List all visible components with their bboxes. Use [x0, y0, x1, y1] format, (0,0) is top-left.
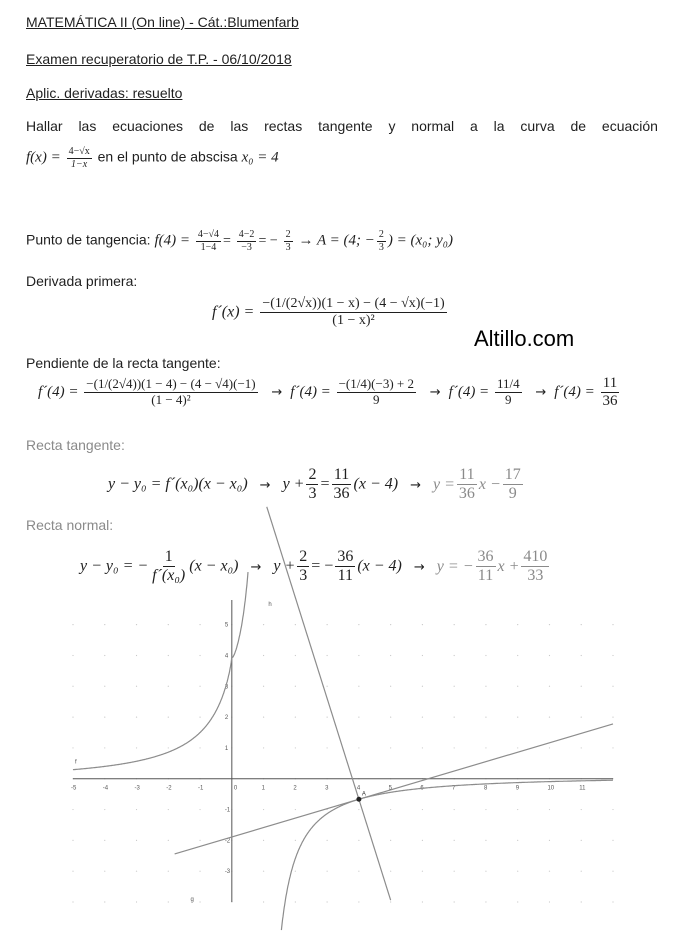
grid-dot	[104, 871, 105, 872]
tangent-final-b: x −	[478, 475, 501, 493]
grid-dot	[168, 624, 169, 625]
statement-word: Hallar	[26, 118, 63, 134]
grid-dot	[549, 624, 550, 625]
statement-word: las	[78, 118, 97, 134]
grid-dot	[136, 717, 137, 718]
grid-dot	[104, 655, 105, 656]
derivative-lhs: f´(x) =	[212, 303, 255, 321]
tangent-final-c-num: 17	[503, 466, 523, 485]
tangency-point-A: → A = (4; −	[298, 232, 375, 249]
grid-dot	[199, 809, 200, 810]
x-tick-label: 11	[579, 785, 586, 792]
tangent-general: y − y₀ = f´(x₀)(x − x₀)	[108, 475, 248, 493]
tangent-final-slope-num: 11	[457, 466, 476, 485]
grid-dot	[422, 809, 423, 810]
tangency-frac2-num: 4−2	[238, 229, 255, 240]
y-tick-label: -3	[224, 869, 231, 876]
grid-dot	[327, 686, 328, 687]
grid-dot	[199, 686, 200, 687]
tangent-equation: y − y₀ = f´(x₀)(x − x₀) → y + $\frac{2}{3}$ = $\frac{11}{36}$ (x − 4) → y = $\frac{11}{36}$ x − $\frac{17}{9}$	[108, 466, 521, 503]
derivative-numerator: −(1/(2√x))(1 − x) − (4 − √x)(−1)	[260, 296, 446, 313]
grid-dot	[104, 809, 105, 810]
normal-general-b: (x − x₀)	[189, 557, 239, 575]
y-tick-label: -2	[224, 838, 231, 845]
grid-dot	[358, 747, 359, 748]
grid-dot	[72, 901, 73, 902]
grid-dot	[327, 747, 328, 748]
curve-f-left-branch	[73, 572, 248, 770]
grid-dot	[358, 686, 359, 687]
grid-dot	[549, 686, 550, 687]
grid-dot	[104, 717, 105, 718]
tangent-slope-num: 11	[332, 466, 351, 485]
normal-subst-a: y +	[273, 557, 296, 575]
grid-dot	[390, 871, 391, 872]
grid-dot	[581, 901, 582, 902]
grid-dot	[295, 686, 296, 687]
grid-dot	[612, 840, 613, 841]
tangent-subst-den: 3	[308, 485, 317, 503]
grid-dot	[390, 624, 391, 625]
grid-dot	[295, 901, 296, 902]
normal-equation: y − y₀ = − $\frac{1}{\text{f´(x₀)}}$ (x − x₀) → y + $\frac{2}{3}$ = − $\frac{36}{11}$ (x − 4) → y = − $\frac{36}{11}$ x + $\frac{410}{33}$	[80, 548, 548, 585]
grid-dot	[517, 686, 518, 687]
grid-dot	[136, 655, 137, 656]
grid-dot	[72, 717, 73, 718]
grid-dot	[454, 871, 455, 872]
grid-dot	[581, 655, 582, 656]
tangency-frac3-den: 3	[285, 241, 291, 253]
slope-lhs-4: f´(4) =	[554, 384, 595, 401]
grid-dot	[263, 747, 264, 748]
grid-dot	[422, 747, 423, 748]
x-tick-label: 10	[547, 785, 555, 792]
grid-dot	[517, 717, 518, 718]
grid-dot	[485, 871, 486, 872]
x-tick-label: 0	[233, 785, 238, 792]
grid-dot	[549, 655, 550, 656]
grid-dot	[390, 840, 391, 841]
grid-dot	[358, 717, 359, 718]
grid-dot	[199, 840, 200, 841]
grid-dot	[104, 840, 105, 841]
grid-dot	[549, 901, 550, 902]
grid-dot	[168, 901, 169, 902]
derivative-denominator: (1 − x)²	[332, 313, 375, 329]
x-tick-label: 6	[420, 785, 424, 792]
normal-final-c-den: 33	[527, 567, 544, 585]
grid-dot	[136, 901, 137, 902]
normal-slope-num: 36	[335, 548, 355, 567]
grid-dot	[263, 717, 264, 718]
y-tick-label: -1	[224, 807, 231, 814]
grid-dot	[612, 717, 613, 718]
grid-dot	[72, 747, 73, 748]
tangent-subst-a: y +	[282, 475, 305, 493]
grid-dot	[358, 655, 359, 656]
problem-statement	[26, 118, 658, 134]
grid-dot	[612, 686, 613, 687]
x-tick-label: 8	[483, 785, 488, 792]
grid-dot	[390, 901, 391, 902]
slope-num2: −(1/4)(−3) + 2	[338, 376, 414, 392]
statement-word: y	[388, 118, 396, 134]
grid-dot	[517, 901, 518, 902]
tangency-A-den: 3	[378, 241, 384, 253]
x-tick-label: 2	[293, 785, 297, 792]
grid-dot	[581, 871, 582, 872]
grid-dot	[104, 747, 105, 748]
grid-dot	[390, 717, 391, 718]
normal-label: Recta normal:	[26, 517, 114, 533]
grid-dot	[327, 840, 328, 841]
statement-word: curva	[520, 118, 555, 134]
grid-dot	[581, 717, 582, 718]
grid-dot	[612, 747, 613, 748]
grid-dot	[263, 871, 264, 872]
grid-dot	[581, 747, 582, 748]
function-numerator: 4−√x	[68, 146, 90, 157]
grid-dot	[136, 747, 137, 748]
statement-word: de	[570, 118, 587, 134]
grid-dot	[327, 717, 328, 718]
grid-dot	[454, 655, 455, 656]
y-tick-label: 1	[224, 745, 229, 752]
function-definition	[26, 146, 279, 170]
function-lhs: f(x) =	[26, 149, 61, 166]
grid-dot	[327, 871, 328, 872]
grid-dot	[612, 809, 613, 810]
grid-dot	[199, 871, 200, 872]
abscissa-value: x₀ = 4	[241, 149, 279, 166]
normal-subst-b: = −	[311, 557, 334, 575]
normal-subst-num: 2	[297, 548, 309, 567]
x-tick-label: 3	[325, 785, 329, 792]
x-tick-label: 1	[261, 785, 265, 792]
grid-dot	[168, 840, 169, 841]
x-tick-label: -2	[166, 785, 172, 792]
grid-dot	[168, 655, 169, 656]
grid-dot	[517, 747, 518, 748]
grid-dot	[517, 871, 518, 872]
grid-dot	[136, 871, 137, 872]
x-tick-label: -1	[198, 785, 204, 792]
series-h-label: h	[268, 602, 272, 608]
y-tick-label: 3	[224, 684, 229, 691]
grid-dot	[549, 747, 550, 748]
tangent-subst-num: 2	[306, 466, 318, 485]
grid-dot	[168, 717, 169, 718]
course-title: MATEMÁTICA II (On line) - Cát.:Blumenfarb	[26, 14, 299, 30]
statement-word: la	[493, 118, 505, 134]
x-tick-label: -5	[71, 785, 77, 792]
point-A-label: A	[361, 791, 366, 798]
tangency-frac2-den: −3	[241, 241, 252, 253]
grid-dot	[422, 901, 423, 902]
x-tick-label: 7	[452, 785, 456, 792]
x-tick-label: 9	[515, 785, 520, 792]
grid-dot	[199, 624, 200, 625]
grid-dot	[454, 747, 455, 748]
grid-dot	[295, 747, 296, 748]
slope-label: Pendiente de la recta tangente:	[26, 355, 221, 371]
grid-dot	[104, 624, 105, 625]
grid-dot	[199, 655, 200, 656]
series-f-label: f	[75, 759, 77, 766]
exam-title: Examen recuperatorio de T.P. - 06/10/2018	[26, 51, 292, 67]
grid-dot	[72, 871, 73, 872]
normal-subst-c: (x − 4)	[357, 557, 402, 575]
grid-dot	[390, 686, 391, 687]
grid-dot	[136, 624, 137, 625]
tangent-final-c-den: 9	[508, 485, 517, 503]
grid-dot	[327, 624, 328, 625]
grid-dot	[327, 901, 328, 902]
normal-general-num: 1	[163, 548, 175, 567]
grid-dot	[72, 624, 73, 625]
grid-dot	[358, 871, 359, 872]
function-denominator: 1−x	[71, 158, 88, 170]
statement-word: de	[198, 118, 215, 134]
slope-den2: 9	[373, 392, 380, 408]
derivative-label: Derivada primera:	[26, 273, 138, 289]
tangent-final-slope-den: 36	[458, 485, 475, 503]
grid-dot	[72, 840, 73, 841]
grid-dot	[485, 686, 486, 687]
grid-dot	[104, 901, 105, 902]
grid-dot	[581, 686, 582, 687]
normal-general-den: f´(x₀)	[152, 567, 186, 585]
statement-word: rectas	[264, 118, 303, 134]
tangent-slope-den: 36	[333, 485, 350, 503]
grid-dot	[422, 871, 423, 872]
grid-dot	[199, 747, 200, 748]
normal-general-a: y − y₀ = −	[80, 557, 149, 575]
grid-dot	[136, 840, 137, 841]
grid-dot	[136, 686, 137, 687]
grid-dot	[295, 840, 296, 841]
grid-dot	[327, 655, 328, 656]
watermark: Altillo.com	[474, 326, 575, 351]
tangency-expr: f(4) =	[154, 232, 190, 249]
normal-subst-den: 3	[299, 567, 308, 585]
grid-dot	[422, 717, 423, 718]
grid-dot	[358, 624, 359, 625]
grid-dot	[485, 809, 486, 810]
x-tick-label: -4	[102, 785, 109, 792]
grid-dot	[263, 901, 264, 902]
grid-dot	[549, 717, 550, 718]
slope-result-den: 36	[602, 393, 618, 410]
normal-final-a: y = −	[436, 557, 474, 575]
grid-dot	[295, 871, 296, 872]
grid-dot	[358, 809, 359, 810]
slope-den1: (1 − 4)²	[151, 392, 191, 408]
grid-dot	[199, 717, 200, 718]
tangent-label: Recta tangente:	[26, 437, 125, 453]
grid-dot	[581, 809, 582, 810]
grid-dot	[612, 624, 613, 625]
tangency-frac3-num: 2	[285, 229, 291, 240]
y-tick-label: 2	[224, 715, 229, 722]
normal-slope-den: 11	[337, 567, 354, 585]
grid-dot	[295, 655, 296, 656]
grid-dot	[485, 655, 486, 656]
grid-dot	[549, 809, 550, 810]
tangency-row: Punto de tangencia: f(4) = $\frac{4-√4}{1-4}$ = $\frac{4-2}{-3}$ = − $\frac{2}{3}$ → A = (4; − $\frac{2}{3}$ ) = (x₀; y₀)	[26, 229, 453, 253]
series-g-label: g	[190, 897, 194, 903]
grid-dot	[199, 901, 200, 902]
tangent-final-a: y =	[432, 475, 455, 493]
statement-word: tangente	[318, 118, 373, 134]
grid-dot	[295, 809, 296, 810]
tangency-tail: ) = (x₀; y₀)	[387, 232, 453, 249]
slope-result-num: 11	[601, 375, 619, 393]
x-tick-label: -3	[134, 785, 140, 792]
x-tick-label: 5	[388, 785, 392, 792]
grid-dot	[104, 686, 105, 687]
slope-num1: −(1/(2√4))(1 − 4) − (4 − √4)(−1)	[86, 376, 256, 392]
grid-dot	[263, 655, 264, 656]
grid-dot	[485, 624, 486, 625]
grid-dot	[168, 809, 169, 810]
grid-dot	[263, 624, 264, 625]
grid-dot	[485, 901, 486, 902]
grid-dot	[422, 840, 423, 841]
grid-dot	[612, 871, 613, 872]
normal-final-b: x +	[497, 557, 520, 575]
grid-dot	[485, 747, 486, 748]
grid-dot	[358, 901, 359, 902]
slope-lhs: f´(4) =	[38, 384, 79, 401]
grid-dot	[612, 655, 613, 656]
point-A	[356, 797, 361, 802]
tangency-frac1-den: 1−4	[200, 241, 217, 253]
grid-dot	[454, 717, 455, 718]
point-text: en el punto de abscisa	[97, 148, 238, 165]
grid-dot	[72, 809, 73, 810]
grid-dot	[390, 809, 391, 810]
grid-dot	[295, 624, 296, 625]
grid-dot	[422, 624, 423, 625]
grid-dot	[390, 655, 391, 656]
grid-dot	[168, 871, 169, 872]
grid-dot	[168, 686, 169, 687]
slope-lhs-3: f´(4) =	[448, 384, 490, 401]
grid-dot	[454, 624, 455, 625]
function-graph	[73, 600, 613, 902]
grid-dot	[581, 840, 582, 841]
derivative-expression	[212, 296, 449, 329]
normal-final-c-num: 410	[521, 548, 549, 567]
grid-dot	[168, 747, 169, 748]
grid-dot	[454, 901, 455, 902]
statement-word: las	[230, 118, 249, 134]
grid-dot	[358, 840, 359, 841]
grid-dot	[485, 717, 486, 718]
grid-dot	[454, 686, 455, 687]
grid-dot	[581, 624, 582, 625]
grid-dot	[517, 809, 518, 810]
grid-dot	[549, 840, 550, 841]
tangent-subst-b: =	[320, 475, 330, 493]
y-tick-label: 5	[224, 622, 229, 629]
tangency-label: Punto de tangencia:	[26, 231, 151, 248]
grid-dot	[72, 655, 73, 656]
slope-lhs-2: f´(4) =	[290, 384, 331, 401]
x-tick-label: 4	[356, 785, 361, 792]
normal-final-slope-den: 11	[477, 567, 494, 585]
grid-dot	[390, 747, 391, 748]
tangency-frac1-num: 4−√4	[197, 229, 219, 240]
grid-dot	[612, 901, 613, 902]
grid-dot	[517, 655, 518, 656]
grid-dot	[295, 717, 296, 718]
curve-f-right-branch	[281, 780, 613, 930]
normal-final-slope-num: 36	[476, 548, 496, 567]
statement-word: normal	[411, 118, 455, 134]
slope-expression: f´(4) = $\frac{-(1/(2√4))(1 - 4) - (4 - √4)(-1)}{\text{(1 − 4)²}}$ → f´(4) = $\frac{-(1/4)(-3) + 2}{9}$ → f´(4) = $\frac{11/4}{9}$ → f´(4) = $\frac{11}{36}$	[38, 375, 618, 410]
grid-dot	[263, 840, 264, 841]
statement-word: ecuaciones	[112, 118, 184, 134]
grid-dot	[485, 840, 486, 841]
grid-dot	[422, 686, 423, 687]
grid-dot	[263, 686, 264, 687]
slope-num3: 11/4	[496, 376, 520, 392]
grid-dot	[136, 809, 137, 810]
grid-dot	[454, 840, 455, 841]
statement-word: a	[469, 118, 478, 134]
y-tick-label: 4	[224, 653, 229, 660]
topic-title: Aplic. derivadas: resuelto	[26, 85, 183, 101]
grid-dot	[454, 809, 455, 810]
grid-dot	[72, 686, 73, 687]
grid-dot	[263, 809, 264, 810]
grid-dot	[549, 871, 550, 872]
grid-dot	[422, 655, 423, 656]
slope-den3: 9	[505, 392, 512, 408]
tangent-subst-c: (x − 4)	[353, 475, 399, 493]
grid-dot	[517, 624, 518, 625]
statement-word: ecuación	[601, 118, 658, 134]
grid-dot	[517, 840, 518, 841]
tangency-A-num: 2	[378, 229, 384, 240]
